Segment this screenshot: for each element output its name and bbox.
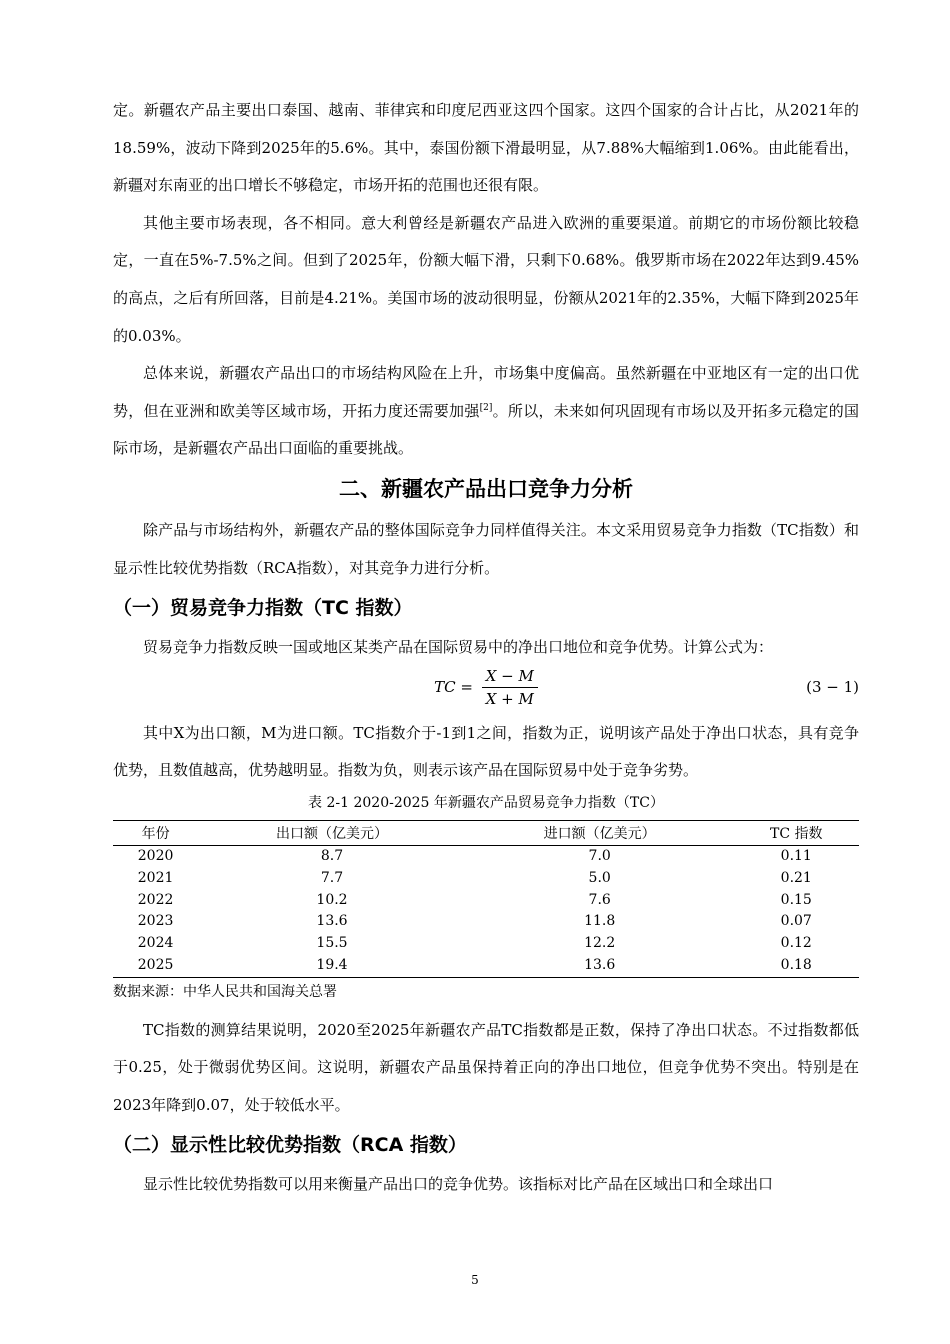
column-header-import: 进口额（亿美元） [466, 820, 734, 845]
table-row [113, 911, 859, 933]
subsection-heading-rca: （二）显示性比较优势指数（RCA 指数） [113, 1134, 467, 1157]
cell-tc: 0.21 [780, 869, 812, 886]
paper-page [113, 92, 859, 1204]
cell-tc: 0.11 [780, 847, 812, 864]
cell-year: 2020 [137, 847, 174, 864]
cell-export: 8.7 [320, 847, 344, 864]
column-header-tc: TC 指数 [734, 820, 859, 845]
cell-year: 2023 [137, 913, 174, 930]
cell-import: 7.6 [588, 891, 611, 908]
cell-import: 12.2 [584, 935, 616, 952]
table-row [113, 868, 859, 890]
cell-year: 2025 [113, 955, 198, 977]
body-paragraph: 贸易竞争力指数反映一国或地区某类产品在国际贸易中的净出口地位和竞争优势。计算公式为： [143, 638, 774, 657]
equation-lhs: TC = [434, 678, 473, 697]
equation-number: (3 − 1) [806, 677, 859, 696]
cell-import: 11.8 [584, 913, 616, 930]
table-caption: 表 2-1 2020-2025 年新疆农产品贸易竞争力指数（TC） [308, 794, 664, 811]
cell-tc: 0.07 [780, 913, 812, 930]
body-paragraph: 其他主要市场表现，各不相同。意大利曾经是新疆农产品进入欧洲的重要渠道。前期它的市场份额比较稳定，一直在5%-7.5%之间。但到了2025年，份额大幅下滑，只剩下0.68%。俄罗斯市场在2022年达到9.45%的高点，之后有所回落，目前是4.21%。美国市场的波动很明显，份额从2021年的2.35%，大幅下降到2025年的0.03%。 [113, 213, 859, 345]
cell-export: 19.4 [198, 955, 466, 977]
cell-year: 2021 [137, 869, 174, 886]
cell-year: 2022 [137, 891, 174, 908]
table-row [113, 845, 859, 867]
section-heading: 二、新疆农产品出口竞争力分析 [339, 476, 633, 501]
body-paragraph: 除产品与市场结构外，新疆农产品的整体国际竞争力同样值得关注。本文采用贸易竞争力指数（TC指数）和显示性比较优势指数（RCA指数），对其竞争力进行分析。 [113, 520, 859, 577]
paragraph-text: 总体来说，新疆农产品出口的市场结构风险在上升，市场集中度偏高。虽然新疆在中亚地区有一定的出口优势，但在亚洲和欧美等区域市场，开拓力度还需要加强 [113, 364, 859, 420]
table-source-note: 数据来源：中华人民共和国海关总署 [113, 983, 337, 1000]
equation-denominator: X + M [485, 689, 534, 708]
cell-year: 2024 [137, 935, 174, 952]
cell-import: 13.6 [466, 955, 734, 977]
body-paragraph: TC指数的测算结果说明，2020至2025年新疆农产品TC指数都是正数，保持了净出口状态。不过指数都低于0.25，处于微弱优势区间。这说明，新疆农产品虽保持着正向的净出口地位，但竞争优势不突出。特别是在2023年降到0.07，处于较低水平。 [113, 1020, 859, 1114]
tc-index-table [113, 820, 859, 978]
cell-export: 7.7 [320, 869, 344, 886]
cell-tc: 0.18 [734, 955, 859, 977]
body-paragraph: 定。新疆农产品主要出口泰国、越南、菲律宾和印度尼西亚这四个国家。这四个国家的合计占比，从2021年的18.59%，波动下降到2025年的5.6%。其中，泰国份额下滑最明显，从7.88%大幅缩到1.06%。由此能看出，新疆对东南亚的出口增长不够稳定，市场开拓的范围也还很有限。 [113, 101, 859, 195]
body-paragraph: 其中X为出口额，M为进口额。TC指数介于-1到1之间，指数为正，说明该产品处于净出口状态，具有竞争优势，且数值越高，优势越明显。指数为负，则表示该产品在国际贸易中处于竞争劣势。 [113, 723, 859, 780]
cell-tc: 0.15 [780, 891, 812, 908]
cell-export: 13.6 [316, 913, 348, 930]
page-number: 5 [471, 1273, 479, 1287]
cell-import: 5.0 [588, 869, 611, 886]
table-row [113, 955, 859, 977]
equation-fraction [482, 667, 538, 708]
table-row [113, 933, 859, 955]
body-paragraph-with-citation [113, 355, 859, 468]
table-row [113, 890, 859, 912]
cell-import: 7.0 [588, 847, 611, 864]
cell-tc: 0.12 [780, 935, 812, 952]
citation-reference[interactable]: [2] [479, 402, 493, 413]
subsection-heading-tc: （一）贸易竞争力指数（TC 指数） [113, 597, 413, 620]
cell-export: 15.5 [316, 935, 348, 952]
paragraph-text: 。所以，未来如何巩固现有市场以及开拓多元稳定的国际市场，是新疆农产品出口面临的重要挑战。 [113, 401, 859, 458]
table-header-row [113, 820, 859, 845]
cell-export: 10.2 [316, 891, 348, 908]
body-paragraph: 显示性比较优势指数可以用来衡量产品出口的竞争优势。该指标对比产品在区域出口和全球出口 [143, 1175, 774, 1194]
equation-numerator: X − M [482, 667, 538, 688]
column-header-year: 年份 [113, 820, 198, 845]
equation [113, 667, 859, 711]
column-header-export: 出口额（亿美元） [198, 820, 466, 845]
